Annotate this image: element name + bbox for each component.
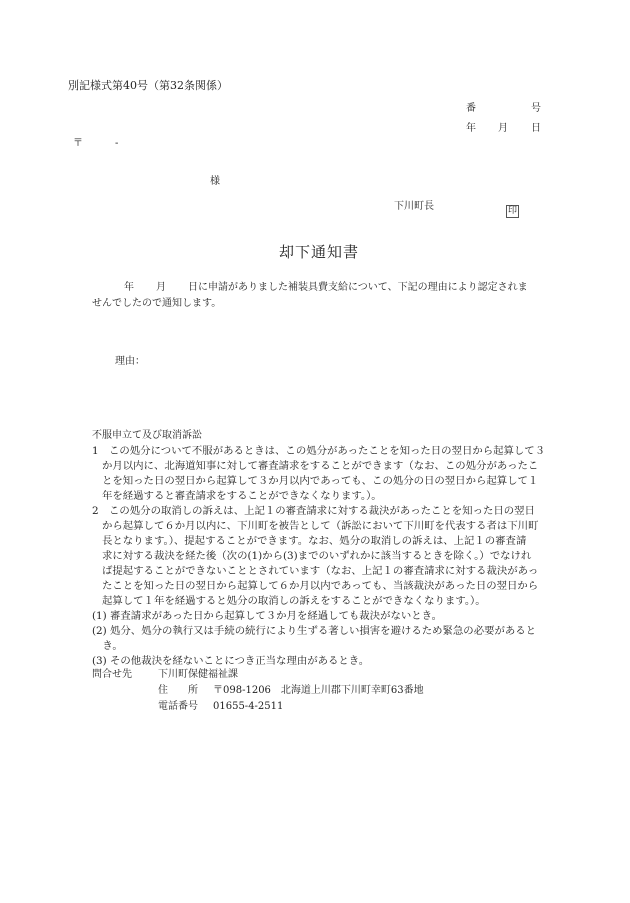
contact-department: 下川町保健福祉課	[158, 669, 238, 680]
appeal-item-1-line: 1 この処分について不服があるときは、この処分があったことを知った日の翌日から起算して３	[92, 445, 546, 457]
appeal-sub-3-line: (3) その他裁決を経ないことにつき正当な理由があるとき。	[92, 655, 370, 667]
seal-icon	[506, 200, 519, 218]
postal-mark: 〒	[73, 138, 83, 149]
appeal-sub-2-line: き。	[92, 640, 123, 652]
intro-line-1: 日に申請がありました補装具費支給について、下記の理由により認定されま	[188, 282, 528, 293]
appeal-item-1-line: か月以内に、北海道知事に対して審査請求をすることができます（なお、この処分があったこ	[102, 460, 539, 472]
date-year-label: 年	[466, 123, 476, 134]
date-day-label: 日	[531, 123, 541, 134]
contact-phone-label: 電話番号	[158, 701, 198, 712]
appeal-sub-1-line: (1) 審査請求があった日から起算して３か月を経過しても裁決がないとき。	[92, 610, 442, 622]
appeal-item-2-line: 長となります。）、提起することができます。なお、処分の取消しの訴えは、上記１の審査請	[102, 535, 527, 547]
intro-line-2: せんでしたので通知します。	[92, 298, 222, 309]
appeal-sub-1	[92, 609, 442, 624]
form-number-label: 別記様式第40号（第32条関係）	[68, 79, 228, 92]
appeal-item-1-line: とを知った日の翌日から起算して３か月以内であっても、この処分の日の翌日から起算して１	[102, 475, 539, 487]
intro-month: 月	[156, 282, 166, 293]
appeal-heading: 不服申立て及び取消訴訟	[92, 430, 202, 441]
postal-dash: -	[115, 138, 119, 149]
appeal-sub-2-line: (2) 処分、処分の執行又は手続の続行により生ずる著しい損害を避けるため緊急の必要があると	[92, 625, 537, 637]
appeal-item-2-line: ば提起することができないこととされています（なお、上記１の審査請求に対する裁決があっ	[102, 565, 539, 577]
document-title: 却下通知書	[279, 243, 360, 261]
contact-address-label: 住 所	[158, 685, 198, 696]
sender-name: 下川町長	[394, 201, 434, 212]
appeal-item-2-line: 求に対する裁決を経た後（次の(1)から(3)までのいずれかに該当するときを除く。）でなけれ	[102, 550, 532, 562]
contact-label: 問合せ先	[92, 669, 132, 680]
appeal-item-2-line: 起算して１年を経過すると処分の取消しの訴えをすることができなくなります。）。	[102, 595, 486, 607]
document-number-suffix: 号	[531, 103, 541, 114]
reason-label: 理由：	[115, 356, 145, 367]
intro-year: 年	[124, 282, 134, 293]
addressee-suffix: 様	[210, 176, 220, 187]
appeal-sub-2	[92, 624, 536, 654]
appeal-item-2-line: 2 この処分の取消しの訴えは、上記１の審査請求に対する裁決があったことを知った日の翌日	[92, 505, 535, 517]
appeal-item-2-line: たことを知った日の翌日から起算して６か月以内であっても、当該裁決があった日の翌日から	[102, 580, 539, 592]
contact-phone: 01655-4-2511	[213, 701, 284, 712]
document-number-label: 番	[466, 103, 476, 114]
appeal-item-1	[92, 444, 545, 504]
date-month-label: 月	[498, 123, 508, 134]
contact-address: 〒098-1206 北海道上川郡下川町幸町63番地	[213, 685, 424, 696]
appeal-item-2-line: から起算して６か月以内に、下川町を被告として（訴訟において下川町を代表する者は下川町	[102, 520, 539, 532]
appeal-sub-3	[92, 654, 369, 669]
seal-mark: 印	[507, 206, 517, 216]
appeal-item-1-line: 年を経過すると審査請求をすることができなくなります。）。	[102, 490, 382, 502]
appeal-item-2	[92, 504, 538, 609]
